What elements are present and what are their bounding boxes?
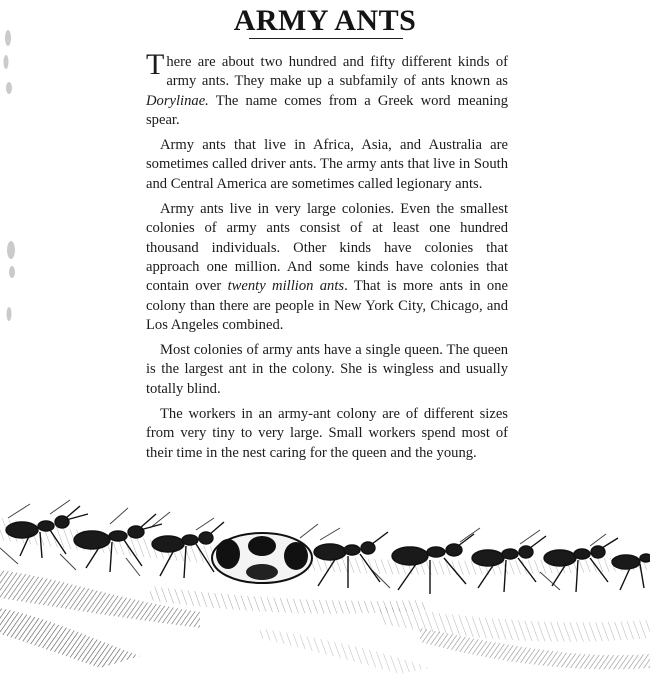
article-body xyxy=(146,48,509,469)
army-ants-carrying-beetle-illustration xyxy=(0,478,650,679)
page-title: ARMY ANTS xyxy=(233,4,417,37)
paragraph-1-text-b: The name comes from a Greek word meaning spear. xyxy=(146,92,508,128)
paragraph-3 xyxy=(146,200,508,335)
title-underline xyxy=(249,38,403,39)
paragraph-4: Most colonies of army ants have a single queen. The queen is the largest ant in the colony. She is wingless and usually totally blind. xyxy=(146,342,508,397)
paragraph-1 xyxy=(146,48,508,130)
paragraph-3-text-a: Army ants live in very large colonies. Even the smallest colonies of army ants consist of at least one hundred thousand individuals. Other kinds have colonies that approach one million. And some kinds have colonies that contain over xyxy=(146,201,508,295)
paragraph-3-text-b: . That is more ants in one colony than there are people in New York City, Chicago, and Los Angeles combined. xyxy=(146,278,509,333)
dorylinae-term: Dorylinae. xyxy=(146,92,209,109)
beetle-prey-icon xyxy=(212,533,312,583)
paragraph-1-text-a: here are about two hundred and fifty different kinds of army ants. They make up a subfamily of ants known as xyxy=(166,54,508,90)
page-edge-smudge-marks xyxy=(0,0,24,340)
drop-cap: T xyxy=(146,48,165,81)
paragraph-2: Army ants that live in Africa, Asia, and Australia are sometimes called driver ants. The army ants that live in South and Central America are sometimes called legionary ants. xyxy=(146,137,508,192)
twenty-million-ants-emphasis: twenty million ants xyxy=(227,278,345,295)
paragraph-5: The workers in an army-ant colony are of different sizes from very tiny to very large. Small workers spend most of their time in the nest caring for the queen and the young. xyxy=(146,406,508,461)
